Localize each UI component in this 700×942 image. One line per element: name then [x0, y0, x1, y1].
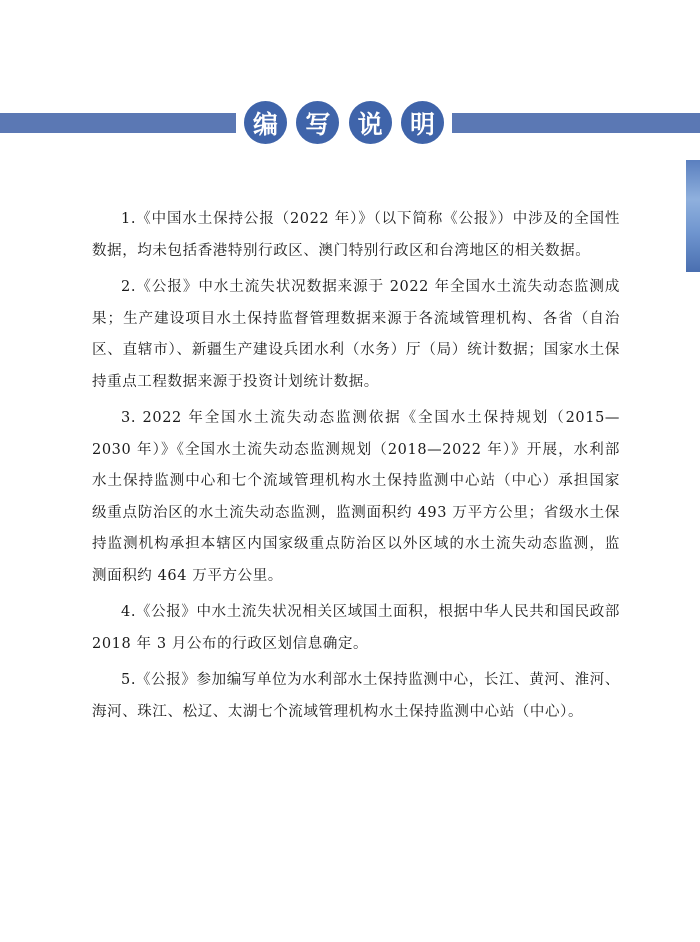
title-char-2: 写: [296, 101, 339, 144]
title-char-1: 编: [244, 101, 287, 144]
note-paragraph-2: 2.《公报》中水土流失状况数据来源于 2022 年全国水土流失动态监测成果；生产建设项目水土保持监督管理数据来源于各流域管理机构、各省（自治区、直辖市）、新疆生产建设兵团水利（水务）厅（局）统计数据；国家水土保持重点工程数据来源于投资计划统计数据。: [92, 279, 620, 390]
notes-body: [92, 204, 620, 733]
note-paragraph-4: 4.《公报》中水土流失状况相关区域国土面积，根据中华人民共和国民政部 2018 年 3 月公布的行政区划信息确定。: [92, 604, 620, 652]
note-paragraph-1: 1.《中国水土保持公报（2022 年）》（以下简称《公报》）中涉及的全国性数据，均未包括香港特别行政区、澳门特别行政区和台湾地区的相关数据。: [92, 211, 620, 259]
side-edge-tab: [686, 160, 700, 272]
note-paragraph-3: 3. 2022 年全国水土流失动态监测依据《全国水土保持规划（2015—2030 年）》《全国水土流失动态监测规划（2018—2022 年）》开展，水利部水土保持监测中心和七个流域管理机构水土保持监测中心站（中心）承担国家级重点防治区的水土流失动态监测，监测面积约 493 万平方公里；省级水土保持监测机构承担本辖区内国家级重点防治区以外区域的水土流失动态监测，监测面积约 464 万平方公里。: [92, 410, 620, 584]
title-char-4: 明: [401, 101, 444, 144]
page-title: [244, 101, 444, 145]
title-char-3: 说: [349, 101, 392, 144]
header-band-left: [0, 113, 236, 133]
note-paragraph-5: 5.《公报》参加编写单位为水利部水土保持监测中心，长江、黄河、淮河、海河、珠江、松辽、太湖七个流域管理机构水土保持监测中心站（中心）。: [92, 672, 620, 720]
header-band-right: [452, 113, 700, 133]
